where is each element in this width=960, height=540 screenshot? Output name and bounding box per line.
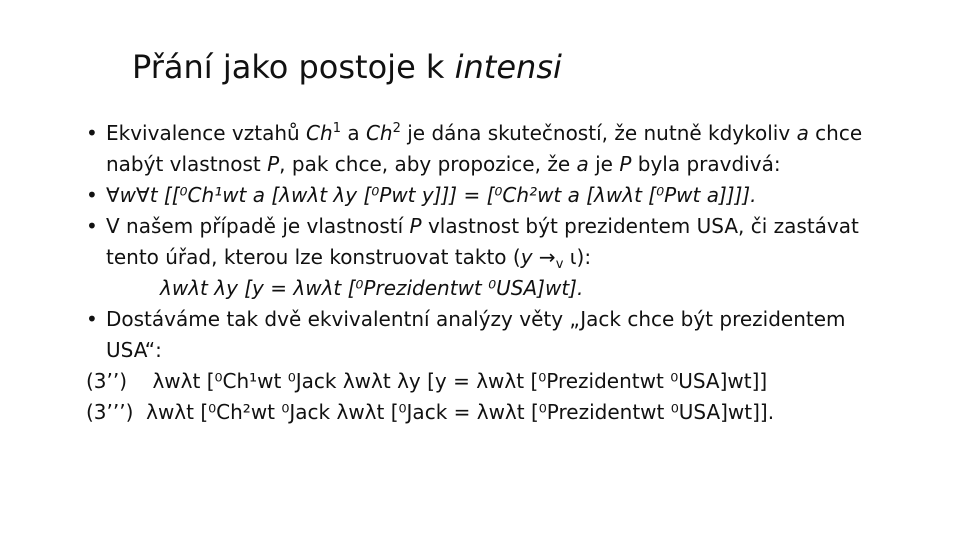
bullet-analyses: • Dostáváme tak dvě ekvivalentní analýzy věty „Jack chce být prezidentem USA“:	[86, 304, 946, 366]
formula-president: λwλt λy [y = λwλt [⁰Prezidentwt ⁰USA]wt].	[160, 276, 584, 300]
formula-equivalence: ∀w∀t [[⁰Ch¹wt a [λwλt λy [⁰Pwt y]]] = [⁰Ch²wt a [λwλt [⁰Pwt a]]]].	[106, 183, 757, 207]
bullet-equivalence: • Ekvivalence vztahů Ch$^1$ a Ch$^2$ je dána skutečností, že nutně kdykoliv a chce nabýt vlastnost P, pak chce, aby propozice, že a je P byla pravdivá:	[86, 118, 946, 180]
formula-3-triple-prime: (3’’’) λwλt [⁰Ch²wt ⁰Jack λwλt [⁰Jack = λwλt [⁰Prezidentwt ⁰USA]wt]].	[86, 400, 775, 424]
bullet-icon: •	[86, 307, 98, 331]
bullet-icon: •	[86, 214, 98, 238]
title-text: Přání jako postoje k	[132, 48, 455, 86]
bullet-icon: •	[86, 183, 98, 207]
bullet-icon: •	[86, 121, 98, 145]
bullet-property: • V našem případě je vlastností P vlastnost být prezidentem USA, či zastávat tento úřad, kterou lze konstruovat takto ($y \to_v$ ι): λwλt λy [y = λwλt [⁰Prezidentwt ⁰USA]wt].	[86, 211, 946, 304]
formula-3-double-prime: (3’’) λwλt [⁰Ch¹wt ⁰Jack λwλt λy [y = λwλt [⁰Prezidentwt ⁰USA]wt]]	[86, 369, 768, 393]
bullet-formula	[86, 180, 946, 211]
slide-body	[86, 118, 946, 428]
title-emphasis: intensi	[454, 48, 562, 86]
slide-title	[132, 48, 562, 86]
